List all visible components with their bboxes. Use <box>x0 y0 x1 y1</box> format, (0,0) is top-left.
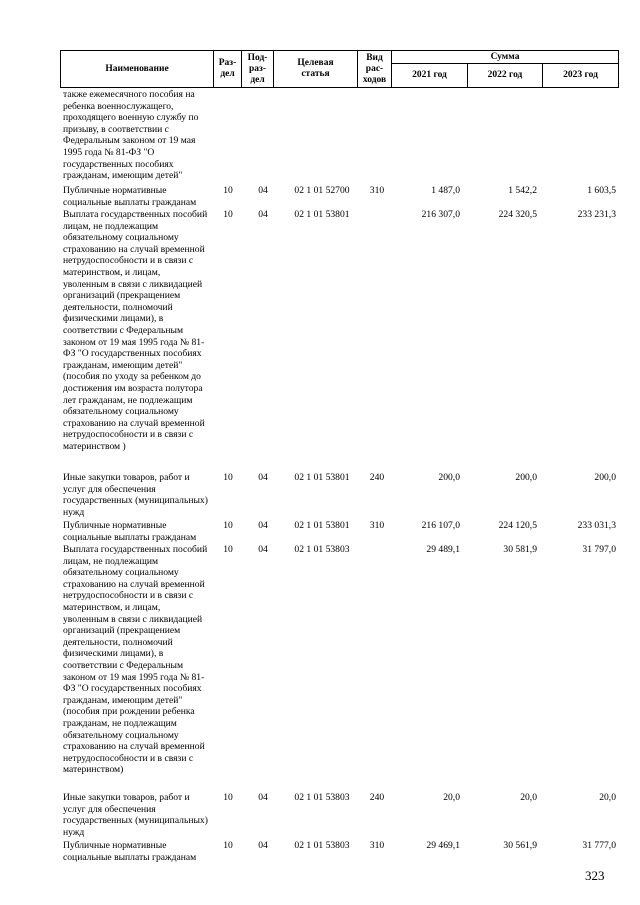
header-2022: 2022 год <box>468 64 543 88</box>
row-2023: 233 031,3 <box>577 520 616 531</box>
header-name: Наименование <box>61 51 214 88</box>
row-razdel: 10 <box>223 520 233 531</box>
row-vid: 310 <box>369 185 385 196</box>
row-name: Публичные нормативные социальные выплаты гражданам <box>63 520 197 543</box>
header-2023: 2023 год <box>543 64 619 88</box>
row-podrazdel: 04 <box>258 209 268 220</box>
row-razdel: 10 <box>223 185 233 196</box>
header-podrazdel: Под- раз- дел <box>242 51 274 88</box>
header-razdel: Раз- дел <box>214 51 242 88</box>
row-2021: 216 307,0 <box>421 209 460 220</box>
row-2021: 29 469,1 <box>426 840 460 851</box>
row-2023: 20,0 <box>599 792 616 803</box>
row-2023: 200,0 <box>594 472 616 483</box>
row-2022: 1 542,2 <box>508 185 537 196</box>
row-razdel: 10 <box>223 472 233 483</box>
row-name: Выплата государственных пособий лицам, не подлежащим обязательному социальному страхованию на случай временной нетрудоспособности и в связи с материнством, и лицам, уволенным в связи с ликвидацией организаций (прекращением деятельности, полномочий физическими лицами), в соответствии с Федеральным законом от 19 мая 1995 года № 81- ФЗ "О государственных пособиях гражданам, имеющим детей" (пособия по уходу за ребенком до достижения им возраста полутора лет гражданам, не подлежащим обязательному социальному страхованию на случай временной нетрудоспособности и в связи с материнством ) <box>63 209 208 452</box>
row-podrazdel: 04 <box>258 792 268 803</box>
row-celevaya: 02 1 01 52700 <box>294 185 350 196</box>
row-vid: 240 <box>369 472 385 483</box>
row-podrazdel: 04 <box>258 544 268 555</box>
row-celevaya: 02 1 01 53803 <box>294 792 350 803</box>
row-name: Публичные нормативные социальные выплаты гражданам <box>63 840 197 863</box>
header-2021: 2021 год <box>392 64 468 88</box>
row-name: Публичные нормативные социальные выплаты гражданам <box>63 185 197 208</box>
row-celevaya: 02 1 01 53803 <box>294 544 350 555</box>
row-2021: 216 107,0 <box>421 520 460 531</box>
header-summa: Сумма <box>392 51 619 64</box>
row-podrazdel: 04 <box>258 520 268 531</box>
row-name: также ежемесячного пособия на ребенка военнослужащего, проходящего военную службу по призыву, в соответствии с Федеральным законом от 19 мая 1995 года № 81-ФЗ "О государственных пособиях гражданам, имеющим детей" <box>63 89 199 182</box>
row-name: Выплата государственных пособий лицам, не подлежащим обязательному социальному страхованию на случай временной нетрудоспособности и в связи с материнством, и лицам, уволенным в связи с ликвидацией организаций (прекращением деятельности, полномочий физическими лицами), в соответствии с Федеральным законом от 19 мая 1995 года № 81- ФЗ "О государственных пособиях гражданам, имеющим детей" (пособия при рождении ребенка гражданам, не подлежащим обязательному социальному страхованию на случай временной нетрудоспособности и в связи с материнством) <box>63 544 208 776</box>
row-2022: 224 120,5 <box>498 520 537 531</box>
row-2023: 233 231,3 <box>577 209 616 220</box>
row-razdel: 10 <box>223 544 233 555</box>
row-celevaya: 02 1 01 53801 <box>294 209 350 220</box>
row-name: Иные закупки товаров, работ и услуг для обеспечения государственных (муниципальных) нужд <box>63 472 208 518</box>
row-2022: 20,0 <box>520 792 537 803</box>
row-celevaya: 02 1 01 53803 <box>294 840 350 851</box>
row-2021: 20,0 <box>443 792 460 803</box>
row-podrazdel: 04 <box>258 472 268 483</box>
row-razdel: 10 <box>223 792 233 803</box>
row-vid: 240 <box>369 792 385 803</box>
table-header <box>60 50 619 88</box>
row-vid: 310 <box>369 840 385 851</box>
row-2023: 1 603,5 <box>587 185 616 196</box>
header-vid-rashodov: Вид рас- ходов <box>358 51 392 88</box>
row-razdel: 10 <box>223 840 233 851</box>
row-2023: 31 777,0 <box>582 840 616 851</box>
row-name: Иные закупки товаров, работ и услуг для обеспечения государственных (муниципальных) нужд <box>63 792 208 838</box>
row-celevaya: 02 1 01 53801 <box>294 520 350 531</box>
row-2023: 31 797,0 <box>582 544 616 555</box>
row-2022: 30 561,9 <box>503 840 537 851</box>
row-podrazdel: 04 <box>258 840 268 851</box>
row-2021: 1 487,0 <box>431 185 460 196</box>
row-razdel: 10 <box>223 209 233 220</box>
page-number: 323 <box>585 868 605 883</box>
row-2022: 30 581,9 <box>503 544 537 555</box>
row-2022: 200,0 <box>515 472 537 483</box>
row-2021: 29 489,1 <box>426 544 460 555</box>
row-celevaya: 02 1 01 53801 <box>294 472 350 483</box>
row-2021: 200,0 <box>438 472 460 483</box>
row-2022: 224 320,5 <box>498 209 537 220</box>
header-celevaya-statya: Целевая статья <box>274 51 358 88</box>
row-vid: 310 <box>369 520 385 531</box>
row-podrazdel: 04 <box>258 185 268 196</box>
